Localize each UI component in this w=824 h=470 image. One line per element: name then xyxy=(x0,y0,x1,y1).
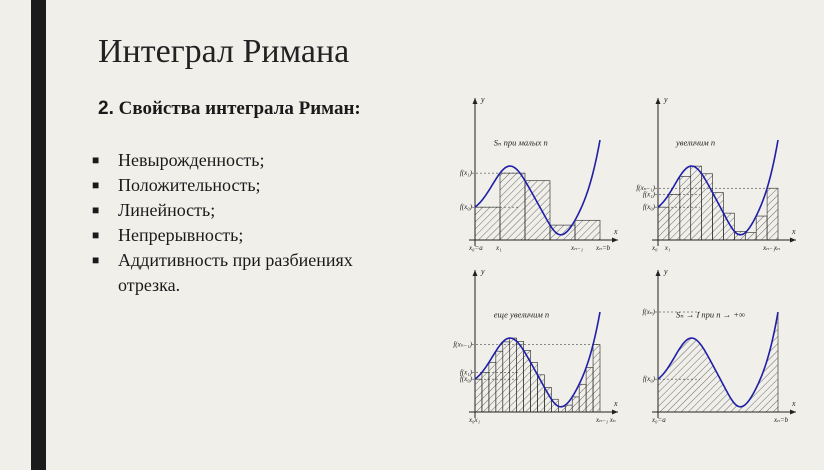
bullet-icon: ■ xyxy=(92,253,100,267)
y-tick-label: f(x₁) xyxy=(642,190,655,199)
riemann-panel xyxy=(460,95,618,252)
y-tick-label: f(x₀) xyxy=(642,203,655,212)
riemann-panel xyxy=(642,267,796,424)
riemann-rectangle xyxy=(756,216,767,240)
riemann-rectangle xyxy=(691,166,702,240)
riemann-rectangle xyxy=(503,342,510,412)
riemann-rectangle xyxy=(500,173,525,240)
x-tick-label: xₙ=b xyxy=(774,416,789,424)
bullet-icon: ■ xyxy=(92,228,100,242)
riemann-rectangle xyxy=(475,379,482,412)
riemann-rectangle xyxy=(572,397,579,412)
riemann-rectangle xyxy=(579,384,586,412)
panel-caption: Sₙ при малых n xyxy=(493,137,548,148)
x-tick-label: xₙ xyxy=(774,244,780,252)
riemann-rectangle xyxy=(565,405,572,412)
x-tick-label: x₀ xyxy=(652,244,658,252)
y-tick-label: f(x₁) xyxy=(459,368,472,377)
y-axis-arrow-icon xyxy=(656,98,661,104)
riemann-panel xyxy=(453,267,618,424)
riemann-rectangle xyxy=(517,341,524,412)
y-tick-label: f(xₙ₋₁) xyxy=(453,340,472,349)
riemann-rectangle xyxy=(658,207,669,240)
riemann-rectangle xyxy=(586,368,593,412)
x-tick-label: x₀=a xyxy=(469,244,483,252)
riemann-rectangle xyxy=(680,176,691,240)
list-item: ■ Линейность; xyxy=(92,198,412,223)
riemann-rectangle xyxy=(475,207,500,240)
riemann-rectangle xyxy=(525,181,550,240)
riemann-sum-figure xyxy=(440,80,810,430)
riemann-rectangle xyxy=(745,233,756,240)
list-item: ■ Невырожденность; xyxy=(92,148,412,173)
slide-title: Интеграл Римана xyxy=(98,33,350,70)
y-axis-arrow-icon xyxy=(656,270,661,276)
y-axis-arrow-icon xyxy=(473,98,478,104)
riemann-rectangle xyxy=(544,387,551,412)
x-tick-label: x₀x₁ xyxy=(469,416,481,424)
x-tick-label: x₁ xyxy=(496,244,502,252)
x-axis-label: x xyxy=(792,227,796,236)
x-tick-label: xₙ₋₁ xyxy=(571,244,584,252)
panel-caption: увеличим n xyxy=(676,137,716,148)
riemann-rectangle xyxy=(489,362,496,412)
riemann-rectangle xyxy=(593,345,600,412)
x-axis-arrow-icon xyxy=(790,238,796,243)
x-tick-label: xₙ=b xyxy=(596,244,611,252)
y-tick-label: f(x₀) xyxy=(642,375,655,384)
bullet-icon: ■ xyxy=(92,178,100,192)
y-axis-label: y xyxy=(481,267,485,276)
bullet-icon: ■ xyxy=(92,153,100,167)
riemann-rectangle xyxy=(496,351,503,412)
x-tick-label: x₀=a xyxy=(652,416,666,424)
x-axis-label: x xyxy=(614,399,618,408)
riemann-rectangle xyxy=(482,372,489,412)
subheading-text: Свойства интеграла Риман: xyxy=(118,98,361,119)
riemann-rectangle xyxy=(575,220,600,240)
y-tick-label: f(x₀) xyxy=(459,203,472,212)
list-item: ■ Непрерывность; xyxy=(92,223,412,248)
x-tick-label: xₙ₋₁ xyxy=(763,244,776,252)
y-tick-label: f(x₁) xyxy=(459,169,472,178)
x-axis-label: x xyxy=(614,227,618,236)
y-tick-label: f(x₀) xyxy=(459,375,472,384)
y-axis-label: y xyxy=(481,95,485,104)
x-axis-arrow-icon xyxy=(612,410,618,415)
area-under-curve xyxy=(658,309,778,412)
y-tick-label: f(xₙ₋₁) xyxy=(636,184,655,193)
list-item: ■ Положительность; xyxy=(92,173,412,198)
y-tick-label: f(xₙ) xyxy=(642,308,655,317)
x-tick-label: xₙ₋₁ xₙ xyxy=(596,416,616,424)
riemann-rectangle xyxy=(713,193,724,240)
list-item: ■ Аддитивность при разбиениях отрезка. xyxy=(92,250,353,295)
properties-list xyxy=(92,148,412,298)
left-accent-bar xyxy=(31,0,46,470)
riemann-rectangle xyxy=(510,338,517,412)
riemann-rectangle xyxy=(767,188,778,240)
riemann-rectangle xyxy=(669,194,680,240)
x-tick-label: x₁ xyxy=(664,244,671,252)
y-axis-label: y xyxy=(664,267,668,276)
y-axis-label: y xyxy=(664,95,668,104)
x-axis-arrow-icon xyxy=(790,410,796,415)
subheading xyxy=(98,98,361,120)
panel-caption: Sₙ → I при n → +∞ xyxy=(676,309,746,320)
x-axis-label: x xyxy=(792,399,796,408)
bullet-icon: ■ xyxy=(92,203,100,217)
riemann-panel xyxy=(636,95,796,252)
y-axis-arrow-icon xyxy=(473,270,478,276)
x-axis-arrow-icon xyxy=(612,238,618,243)
subheading-number: 2. xyxy=(98,98,114,119)
panel-caption: еще увеличим n xyxy=(493,309,550,320)
